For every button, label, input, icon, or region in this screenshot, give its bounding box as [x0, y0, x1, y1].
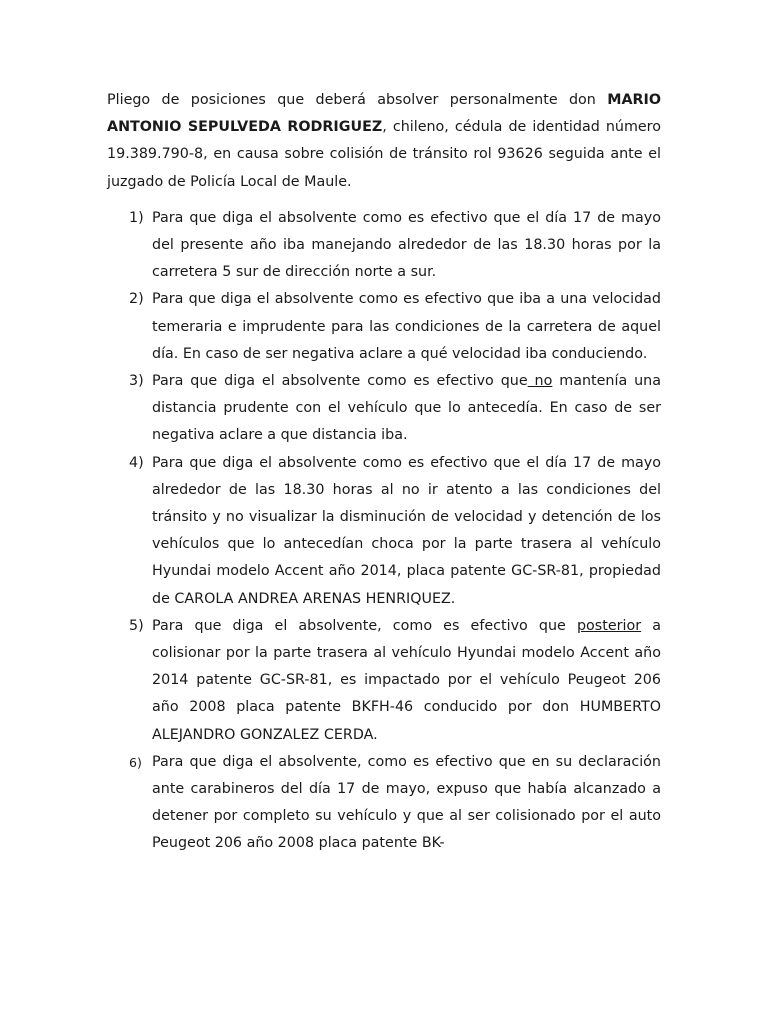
position-number-2: 2) — [129, 291, 144, 308]
position-number-4: 4) — [129, 454, 144, 471]
position-item-2 — [107, 286, 661, 368]
position-item-5 — [107, 613, 661, 749]
position-item-3 — [107, 368, 661, 450]
position-text-3-start: Para que diga el absolvente como es efectivo que — [152, 373, 528, 390]
position-number-3: 3) — [129, 373, 144, 390]
position-text-1: Para que diga el absolvente como es efectivo que el día 17 de mayo del presente año iba manejando alrededor de las 18.30 horas por la carretera 5 sur de dirección norte a sur. — [152, 209, 661, 281]
position-number-5: 5) — [129, 617, 144, 634]
intro-text-end: , chileno, cédula de identidad número 19.389.790-8, en causa sobre colisión de tránsito rol 93626 seguida ante el juzgado de Policía Local de Maule. — [107, 119, 661, 190]
position-item-6 — [107, 749, 661, 858]
position-text-3-end: mantenía una distancia prudente con el vehículo que lo antecedía. En caso de ser negativa aclare a que distancia iba. — [152, 373, 661, 444]
position-text-5-end: a colisionar por la parte trasera al vehículo Hyundai modelo Accent año 2014 patente GC-SR-81, es impactado por el vehículo Peugeot 206 año 2008 placa patente BKFH-46 conducido por don HUMBERTO ALEJANDRO GONZALEZ CERDA. — [152, 617, 661, 743]
positions-list — [107, 205, 661, 858]
position-number-6: 6) — [129, 754, 142, 770]
intro-text-start: Pliego de posiciones que deberá absolver personalmente don — [107, 92, 608, 108]
position-text-6: Para que diga el absolvente, como es efectivo que en su declaración ante carabineros del día 17 de mayo, expuso que había alcanzado a detener por completo su vehículo y que al ser colisionado por el auto Peugeot 206 año 2008 placa patente BK- — [152, 753, 661, 852]
underlined-no: no — [527, 373, 553, 390]
absolvent-name: MARIO ANTONIO SEPULVEDA RODRIGUEZ — [107, 92, 661, 136]
position-text-5-start: Para que diga el absolvente, como es efectivo que — [152, 617, 577, 634]
position-number-1: 1) — [129, 209, 144, 226]
position-text-2: Para que diga el absolvente como es efectivo que iba a una velocidad temeraria e imprudente para las condiciones de la carretera de aquel día. En caso de ser negativa aclare a qué velocidad iba conduciendo. — [152, 291, 661, 362]
position-item-1 — [107, 205, 661, 287]
document-page — [107, 87, 661, 858]
intro-paragraph — [107, 87, 661, 196]
position-text-4: Para que diga el absolvente como es efectivo que el día 17 de mayo alrededor de las 18.30 horas al no ir atento a las condiciones del tránsito y no visualizar la disminución de velocidad y detención de los vehículos que lo antecedían choca por la parte trasera al vehículo Hyundai modelo Accent año 2014, placa patente GC-SR-81, propiedad de CAROLA ANDREA ARENAS HENRIQUEZ. — [152, 454, 661, 607]
position-item-4 — [107, 450, 661, 613]
underlined-posterior: posterior — [576, 617, 642, 634]
